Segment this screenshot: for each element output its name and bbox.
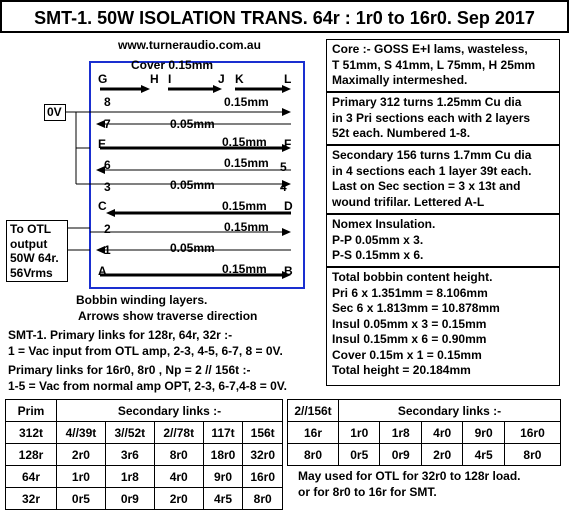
core-info-box bbox=[326, 39, 560, 92]
layer-thickness: 0.15mm bbox=[222, 135, 267, 149]
table-cell: 4r0 bbox=[154, 466, 203, 488]
info-line: 52t each. Numbered 1-8. bbox=[332, 126, 471, 140]
layer-label-left: 1 bbox=[104, 243, 111, 257]
tap-letter-i: I bbox=[168, 72, 172, 86]
otl-line: 56Vrms bbox=[10, 265, 53, 280]
table-cell: 0r5 bbox=[57, 488, 106, 510]
layer-label-left: 7 bbox=[104, 117, 111, 131]
layer-label-left: 2 bbox=[104, 222, 111, 236]
table-row bbox=[6, 444, 283, 466]
table-cell: 2r0 bbox=[421, 444, 462, 466]
table-cell: 3//52t bbox=[105, 422, 154, 444]
table-header: Secondary links :- bbox=[339, 400, 561, 422]
info-line: Secondary 156 turns 1.7mm Cu dia bbox=[332, 148, 532, 162]
layer-label-right: 5 bbox=[280, 160, 287, 174]
table-cell: 16r0 bbox=[504, 422, 560, 444]
otl-line: To OTL bbox=[10, 222, 52, 236]
layer-thickness: 0.15mm bbox=[224, 156, 269, 170]
table-header: 2//156t bbox=[288, 400, 339, 422]
info-line: in 4 sections each 1 layer 39t each. bbox=[332, 163, 532, 178]
tap-letter-h: H bbox=[150, 72, 159, 86]
layer-label-right: D bbox=[284, 199, 293, 213]
insulation-info-box bbox=[326, 214, 560, 267]
table-cell: 128r bbox=[6, 444, 57, 466]
info-line: Pri 6 x 1.351mm = 8.106mm bbox=[332, 285, 488, 300]
table-row bbox=[288, 444, 561, 466]
table-cell: 1r8 bbox=[105, 466, 154, 488]
table-cell: 312t bbox=[6, 422, 57, 444]
layer-thickness: 0.05mm bbox=[170, 241, 215, 255]
layer-label-left: 6 bbox=[104, 158, 111, 172]
otl-leads bbox=[68, 228, 90, 250]
table-cell: 156t bbox=[243, 422, 283, 444]
otl-line: 50W 64r. bbox=[10, 251, 59, 265]
table-cell: 32r0 bbox=[243, 444, 283, 466]
layer-thickness: 0.15mm bbox=[222, 262, 267, 276]
table-cell: 4r5 bbox=[203, 488, 243, 510]
direction-arrow bbox=[282, 85, 291, 93]
table-cell: 9r0 bbox=[463, 422, 504, 444]
direction-arrow bbox=[106, 209, 115, 217]
table-cell: 4r5 bbox=[463, 444, 504, 466]
table-row bbox=[288, 422, 561, 444]
height-info-box bbox=[326, 267, 560, 386]
table-cell: 1r0 bbox=[57, 466, 106, 488]
link-note: 1-5 = Vac from normal amp OPT, 2-3, 6-7,4-8 = 0V. bbox=[8, 379, 288, 393]
table-cell: 4//39t bbox=[57, 422, 106, 444]
table-cell: 8r0 bbox=[154, 444, 203, 466]
zero-v-label: 0V bbox=[44, 104, 66, 121]
link-note: Primary links for 16r0, 8r0 , Np = 2 // 156t :- bbox=[8, 363, 251, 377]
table-cell: 2//78t bbox=[154, 422, 203, 444]
table-cell: 0r5 bbox=[339, 444, 380, 466]
tap-letter-k: K bbox=[235, 72, 244, 86]
layer-thickness: 0.05mm bbox=[170, 178, 215, 192]
info-line: Core :- GOSS E+I lams, wasteless, bbox=[332, 42, 528, 56]
table-cell: 8r0 bbox=[243, 488, 283, 510]
layer-thickness: 0.15mm bbox=[222, 199, 267, 213]
otl-output-label bbox=[6, 220, 68, 282]
info-line: Total bobbin content height. bbox=[332, 270, 493, 284]
table-cell: 1r0 bbox=[339, 422, 380, 444]
table-cell: 8r0 bbox=[288, 444, 339, 466]
link-note: SMT-1. Primary links for 128r, 64r, 32r :- bbox=[8, 328, 233, 342]
layer-label-right: F bbox=[284, 137, 292, 151]
info-line: Total height = 20.184mm bbox=[332, 363, 471, 377]
info-line: in 3 Pri sections each with 2 layers bbox=[332, 110, 531, 125]
direction-arrow bbox=[213, 85, 222, 93]
info-line: P-P 0.05mm x 3. bbox=[332, 232, 424, 247]
direction-arrow bbox=[282, 108, 291, 116]
diagram-caption: Bobbin winding layers. bbox=[76, 293, 208, 307]
otl-line: output bbox=[10, 236, 48, 251]
info-line: Cover 0.15m x 1 = 0.15mm bbox=[332, 347, 482, 362]
layer-label-left: C bbox=[98, 199, 107, 213]
direction-arrow bbox=[282, 228, 291, 236]
cover-label: Cover 0.15mm bbox=[131, 58, 214, 72]
table-cell: 2r0 bbox=[154, 488, 203, 510]
tap-letter-l: L bbox=[284, 72, 292, 86]
table-cell: 117t bbox=[203, 422, 243, 444]
info-line: Insul 0.05mm x 3 = 0.15mm bbox=[332, 316, 487, 331]
table-header: Prim bbox=[6, 400, 57, 422]
table-header: Secondary links :- bbox=[57, 400, 283, 422]
info-line: Primary 312 turns 1.25mm Cu dia bbox=[332, 95, 522, 109]
table-cell: 0r9 bbox=[380, 444, 421, 466]
layer-thickness: 0.15mm bbox=[224, 220, 269, 234]
table-cell: 3r6 bbox=[105, 444, 154, 466]
links-table-left bbox=[5, 399, 283, 510]
tap-letter-g: G bbox=[98, 72, 108, 86]
table-cell: 0r9 bbox=[105, 488, 154, 510]
info-line: T 51mm, S 41mm, L 75mm, H 25mm bbox=[332, 57, 536, 72]
page-title: SMT-1. 50W ISOLATION TRANS. 64r : 1r0 to 16r0. Sep 2017 bbox=[0, 0, 569, 33]
layer-label-right: B bbox=[284, 264, 293, 278]
link-note: 1 = Vac input from OTL amp, 2-3, 4-5, 6-7, 8 = 0V. bbox=[8, 344, 283, 358]
layer-thickness: 0.05mm bbox=[170, 117, 215, 131]
layer-label-right: 4 bbox=[280, 180, 287, 194]
table-row bbox=[6, 488, 283, 510]
table-cell: 32r bbox=[6, 488, 57, 510]
zero-v-leads bbox=[66, 112, 90, 184]
usage-note: May used for OTL for 32r0 to 128r load. bbox=[298, 469, 521, 483]
direction-arrow bbox=[141, 85, 150, 93]
layer-label-left: A bbox=[98, 264, 107, 278]
website-url: www.turneraudio.com.au bbox=[118, 38, 261, 52]
info-line: Last on Sec section = 3 x 13t and bbox=[332, 179, 521, 193]
table-cell: 9r0 bbox=[203, 466, 243, 488]
table-row bbox=[6, 466, 283, 488]
info-line: Nomex Insulation. bbox=[332, 217, 436, 231]
info-line: Insul 0.15mm x 6 = 0.90mm bbox=[332, 332, 487, 346]
info-line: P-S 0.15mm x 6. bbox=[332, 248, 424, 262]
table-cell: 1r8 bbox=[380, 422, 421, 444]
primary-info-box bbox=[326, 92, 560, 145]
links-table-right bbox=[287, 399, 561, 466]
table-row bbox=[6, 422, 283, 444]
table-cell: 18r0 bbox=[203, 444, 243, 466]
diagram-caption: Arrows show traverse direction bbox=[78, 309, 258, 323]
layer-label-left: E bbox=[98, 137, 107, 151]
info-line: wound trifilar. Lettered A-L bbox=[332, 194, 485, 209]
secondary-info-box bbox=[326, 145, 560, 214]
layer-thickness: 0.15mm bbox=[224, 95, 269, 109]
table-cell: 16r bbox=[288, 422, 339, 444]
layer-label-left: 3 bbox=[104, 180, 111, 194]
table-cell: 2r0 bbox=[57, 444, 106, 466]
usage-note: or for 8r0 to 16r for SMT. bbox=[298, 485, 437, 499]
table-cell: 16r0 bbox=[243, 466, 283, 488]
info-line: Maximally intermeshed. bbox=[332, 73, 468, 87]
table-cell: 8r0 bbox=[504, 444, 560, 466]
tap-letter-j: J bbox=[218, 72, 225, 86]
table-cell: 64r bbox=[6, 466, 57, 488]
layer-label-left: 8 bbox=[104, 95, 111, 109]
info-line: Sec 6 x 1.813mm = 10.878mm bbox=[332, 301, 500, 315]
table-cell: 4r0 bbox=[421, 422, 462, 444]
